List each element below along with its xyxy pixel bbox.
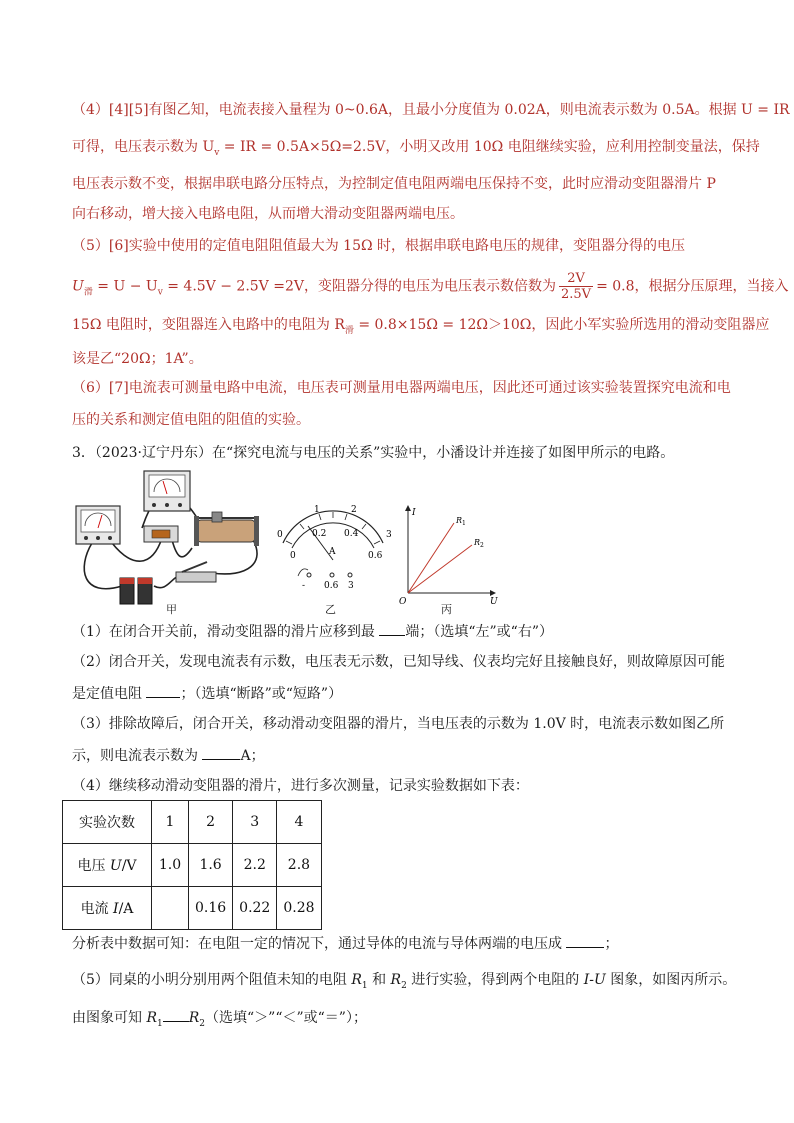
analysis-p4-line1: （4）[4][5]有图乙知，电流表接入量程为 0~0.6A，且最小分度值为 0.02A，则电流表示数为 0.5A。根据 U = IR [72, 102, 790, 118]
question-3-line1: （3）排除故障后，闭合开关，移动滑动变阻器的滑片，当电压表的示数为 1.0V 时，电流表示数如图乙所 [72, 716, 725, 732]
question-2-line2: 是定值电阻 ；（选填“断路”或“短路”） [72, 683, 342, 704]
bottom-scale-2: 0.4 [344, 529, 359, 539]
table-cell: 3 [233, 801, 277, 844]
iu-graph-figure [398, 505, 498, 605]
table-row [63, 801, 322, 844]
caption-bing: 丙 [441, 603, 452, 616]
wire [212, 538, 257, 574]
circuit-figure [72, 468, 272, 618]
terminal-3: 3 [348, 581, 354, 591]
table-cell: 0.22 [233, 887, 277, 930]
top-scale-2: 2 [351, 505, 357, 515]
answer-blank-5[interactable] [163, 1007, 189, 1022]
question-1: （1）在闭合开关前，滑动变阻器的滑片应移到最 端；（选填“左”或“右”） [72, 621, 553, 642]
answer-blank-4[interactable] [566, 933, 604, 948]
terminal-0.6: 0.6 [324, 581, 339, 591]
analysis-p5-line3: 15Ω 电阻时，变阻器连入电路中的电阻为 $R_滑 = 0.8\times 15\Omega = 12\Omega>10\Omega$，因此小军实验所选用的滑动变阻器应 [72, 317, 770, 336]
question-5-line2: 由图象可知 $R_1$ $R_2$（选填“＞”“＜”或“＝”）； [72, 1007, 367, 1034]
terminal-minus: - [302, 581, 306, 591]
top-scale-3: 3 [386, 530, 392, 540]
table-cell: 2.8 [277, 844, 321, 887]
analysis-p4-line2: 可得，电压表示数为 $U_v$ = IR = 0.5A×5Ω=2.5V，小明又改用 10Ω 电阻继续实验，应利用控制变量法，保持 [72, 139, 760, 158]
answer-blank-2[interactable] [146, 683, 180, 698]
question-intro: 3．（2023·辽宁丹东）在“探究电流与电压的关系”实验中，小潘设计并连接了如图甲所示的电路。 [72, 445, 675, 461]
analysis-p5-line4: 该是乙“20Ω；1A”。 [72, 351, 203, 367]
analysis-p6-line2: 压的关系和测定值电阻的阻值的实验。 [72, 412, 310, 428]
r2-sub: 2 [480, 542, 484, 549]
wire [172, 540, 192, 557]
question-4-conclusion: 分析表中数据可知：在电阻一定的情况下，通过导体的电流与导体两端的电压成 ； [72, 933, 618, 954]
table-cell [152, 887, 189, 930]
table-cell: 1.6 [189, 844, 233, 887]
table-row [63, 887, 322, 930]
voltmeter [76, 506, 120, 544]
answer-blank-1[interactable] [379, 621, 405, 636]
question-2-line1: （2）闭合开关，发现电流表有示数，电压表无示数，已知导线、仪表均完好且接触良好，则故障原因可能 [72, 654, 725, 670]
table-row [63, 844, 322, 887]
r1-sub: 1 [462, 520, 466, 527]
answer-blank-3[interactable] [202, 745, 240, 760]
origin-label: O [399, 597, 407, 605]
bottom-scale-0: 0 [290, 551, 296, 561]
top-scale-1: 1 [314, 505, 320, 515]
caption-yi: 乙 [325, 603, 336, 616]
ammeter-device [144, 471, 190, 511]
analysis-p4-line4: 向右移动，增大接入电路电阻，从而增大滑动变阻器两端电压。 [72, 206, 464, 222]
r1-label: R [456, 516, 463, 525]
question-3-line2: 示，则电流表示数为 A； [72, 745, 265, 766]
analysis-p5-line2: $U_滑 = U - U_v = 4.5V - 2.5V =2V$，变阻器分得的电压为电压表示数倍数为 $\frac{2V}{2.5V}$ = 0.8，根据分压原理，当接入 [72, 271, 789, 302]
fraction: $\frac{2V}{2.5V}$ [561, 271, 592, 302]
analysis-p6-line1: （6）[7]电流表可测量电路中电流，电压表可测量用电器两端电压，因此还可通过该实验装置探究电流和电 [72, 380, 731, 396]
analysis-p4-line3: 电压表示数不变，根据串联电路分压特点，为控制定值电阻两端电压保持不变，此时应滑动变阻器滑片 P [72, 176, 716, 192]
question-4-line1: （4）继续移动滑动变阻器的滑片，进行多次测量，记录实验数据如下表： [72, 778, 529, 794]
ammeter-dial-figure [268, 498, 398, 598]
question-5-line1: （5）同桌的小明分别用两个阻值未知的电阻 $R_1$ 和 $R_2$ 进行实验，得到两个电阻的 I-U 图象，如图丙所示。 [72, 972, 737, 991]
line-r2 [408, 545, 472, 593]
fixed-resistor [144, 526, 178, 542]
table-cell: 2 [189, 801, 233, 844]
unit-label: A [329, 547, 336, 557]
row-header: 电流 I/A [63, 887, 152, 930]
table-cell: 4 [277, 801, 321, 844]
x-axis-label: U [490, 597, 498, 605]
y-axis-label: I [412, 508, 416, 518]
row-header: 电压 U/V [63, 844, 152, 887]
analysis-p5-line1: （5）[6]实验中使用的定值电阻阻值最大为 15Ω 时，根据串联电路电压的规律，变阻器分得的电压 [72, 238, 686, 254]
caption-jia: 甲 [166, 603, 177, 616]
r2-label: R [474, 538, 481, 547]
table-cell: 2.2 [233, 844, 277, 887]
switch [176, 562, 216, 582]
table-cell: 0.28 [277, 887, 321, 930]
table-cell: 1 [152, 801, 189, 844]
wire [84, 543, 122, 589]
row-header: 实验次数 [63, 801, 152, 844]
table-cell: 0.16 [189, 887, 233, 930]
rheostat [194, 512, 259, 546]
battery [120, 578, 152, 604]
data-table [62, 800, 322, 930]
bottom-scale-1: 0.2 [312, 529, 327, 539]
line-r1 [408, 523, 454, 593]
table-cell: 1.0 [152, 844, 189, 887]
bottom-scale-3: 0.6 [368, 551, 383, 561]
top-scale-0: 0 [277, 530, 283, 540]
